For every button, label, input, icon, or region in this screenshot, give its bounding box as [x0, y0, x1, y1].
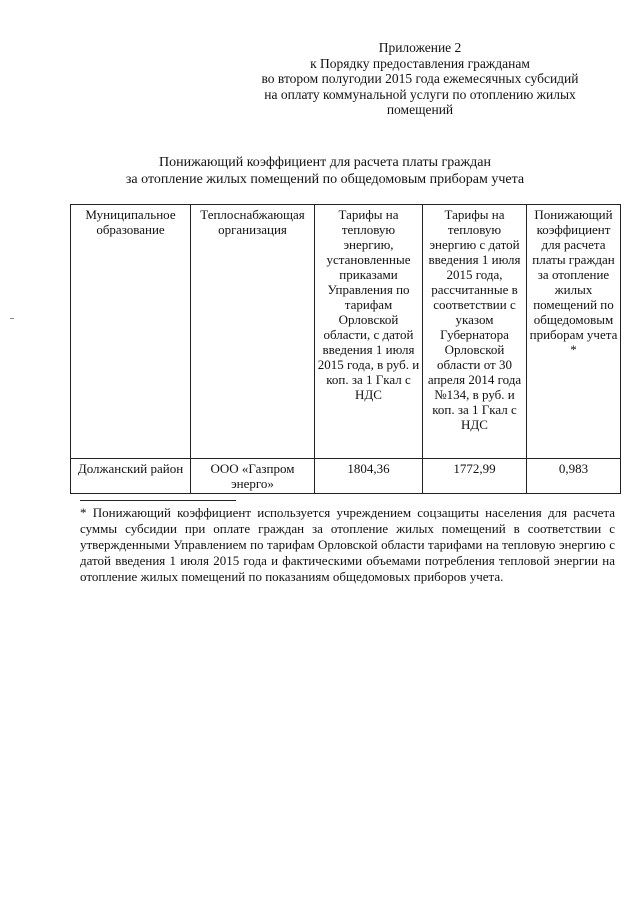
- cell-tariff-established: 1804,36: [315, 459, 423, 494]
- appendix-line: во втором полугодии 2015 года ежемесячных субсидий: [261, 71, 579, 86]
- title-line: Понижающий коэффициент для расчета платы граждан: [158, 155, 492, 170]
- appendix-line: на оплату коммунальной услуги по отоплению жилых: [264, 86, 576, 102]
- table-row: [71, 459, 621, 494]
- document-title: [110, 154, 540, 188]
- appendix-line: к Порядку предоставления гражданам: [310, 55, 530, 71]
- header-municipality: Муниципальное образование: [71, 205, 191, 459]
- appendix-heading: [230, 40, 610, 118]
- appendix-line: Приложение 2: [378, 40, 462, 55]
- table-header-row: [71, 205, 621, 459]
- footnote: * Понижающий коэффициент используется учреждением соцзащиты населения для расчета суммы субсидии при оплате граждан за отопление жилых помещений в соответствии с утвержденными Управлением по тарифам Орловской области тарифами на тепловую энергию с датой введения 1 июля 2015 года и фактическими объемами потребления тепловой энергии на отопление жилых помещений по показаниям общедомовых приборов учета.: [80, 505, 615, 584]
- header-heat-supplier: Теплоснабжающая организация: [191, 205, 315, 459]
- cell-heat-supplier: ООО «Газпром энерго»: [191, 459, 315, 494]
- footnote-divider: [80, 500, 236, 501]
- margin-mark: [10, 318, 14, 319]
- cell-tariff-calculated: 1772,99: [423, 459, 527, 494]
- header-tariff-established: Тарифы на тепловую энергию, установленные приказами Управления по тарифам Орловской области, с датой введения 1 июля 2015 года, в руб. и коп. за 1 Гкал с НДС: [315, 205, 423, 459]
- tariff-table: [70, 204, 621, 494]
- appendix-line: помещений: [386, 102, 454, 117]
- cell-reduction-coefficient: 0,983: [527, 459, 621, 494]
- title-line: за отопление жилых помещений по общедомовым приборам учета: [125, 172, 525, 187]
- cell-municipality: Должанский район: [71, 459, 191, 494]
- header-tariff-calculated: Тарифы на тепловую энергию с датой введения 1 июля 2015 года, рассчитанные в соответствии с указом Губернатора Орловской области от 30 апреля 2014 года №134, в руб. и коп. за 1 Гкал с НДС: [423, 205, 527, 459]
- header-reduction-coefficient: Понижающий коэффициент для расчета платы граждан за отопление жилых помещений по общедомовым приборам учета *: [527, 205, 621, 459]
